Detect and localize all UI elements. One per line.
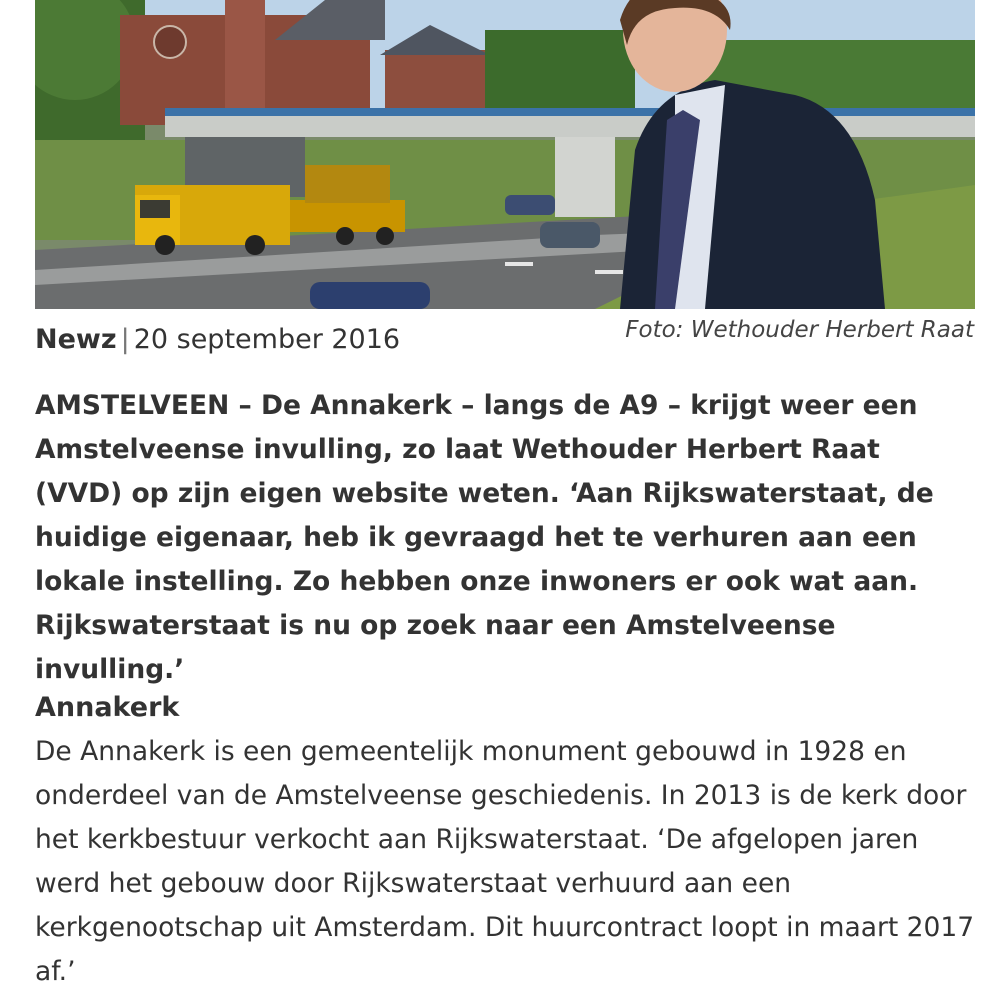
section-heading: Annakerk [35, 692, 180, 723]
article-meta [35, 322, 400, 358]
article-body: De Annakerk is een gemeentelijk monument gebouwd in 1928 en onderdeel van de Amstelveense geschiedenis. In 2013 is de kerk door het kerkbestuur verkocht aan Rijkswaterstaat. ‘De afgelopen jaren werd het gebouw door Rijkswaterstaat verhuurd aan een kerkgenootschap uit Amsterdam. Dit huurcontract loopt in maart 2017 af.’ [35, 736, 975, 987]
source-label[interactable]: Newz [35, 324, 117, 355]
article-photo[interactable] [35, 0, 975, 309]
meta-separator: | [120, 324, 130, 355]
article-lead: AMSTELVEEN – De Annakerk – langs de A9 – krijgt weer een Amstelveense invulling, zo laat Wethouder Herbert Raat (VVD) op zijn eigen website weten. ‘Aan Rijkswaterstaat, de huidige eigenaar, heb ik gevraagd het te verhuren aan een lokale instelling. Zo hebben onze inwoners er ook wat aan. Rijkswaterstaat is nu op zoek naar een Amstelveense invulling.’ [35, 390, 934, 685]
photo-credit: Foto: Wethouder Herbert Raat [625, 317, 974, 343]
publish-date: 20 september 2016 [133, 324, 401, 355]
photo-illustration [35, 0, 975, 309]
